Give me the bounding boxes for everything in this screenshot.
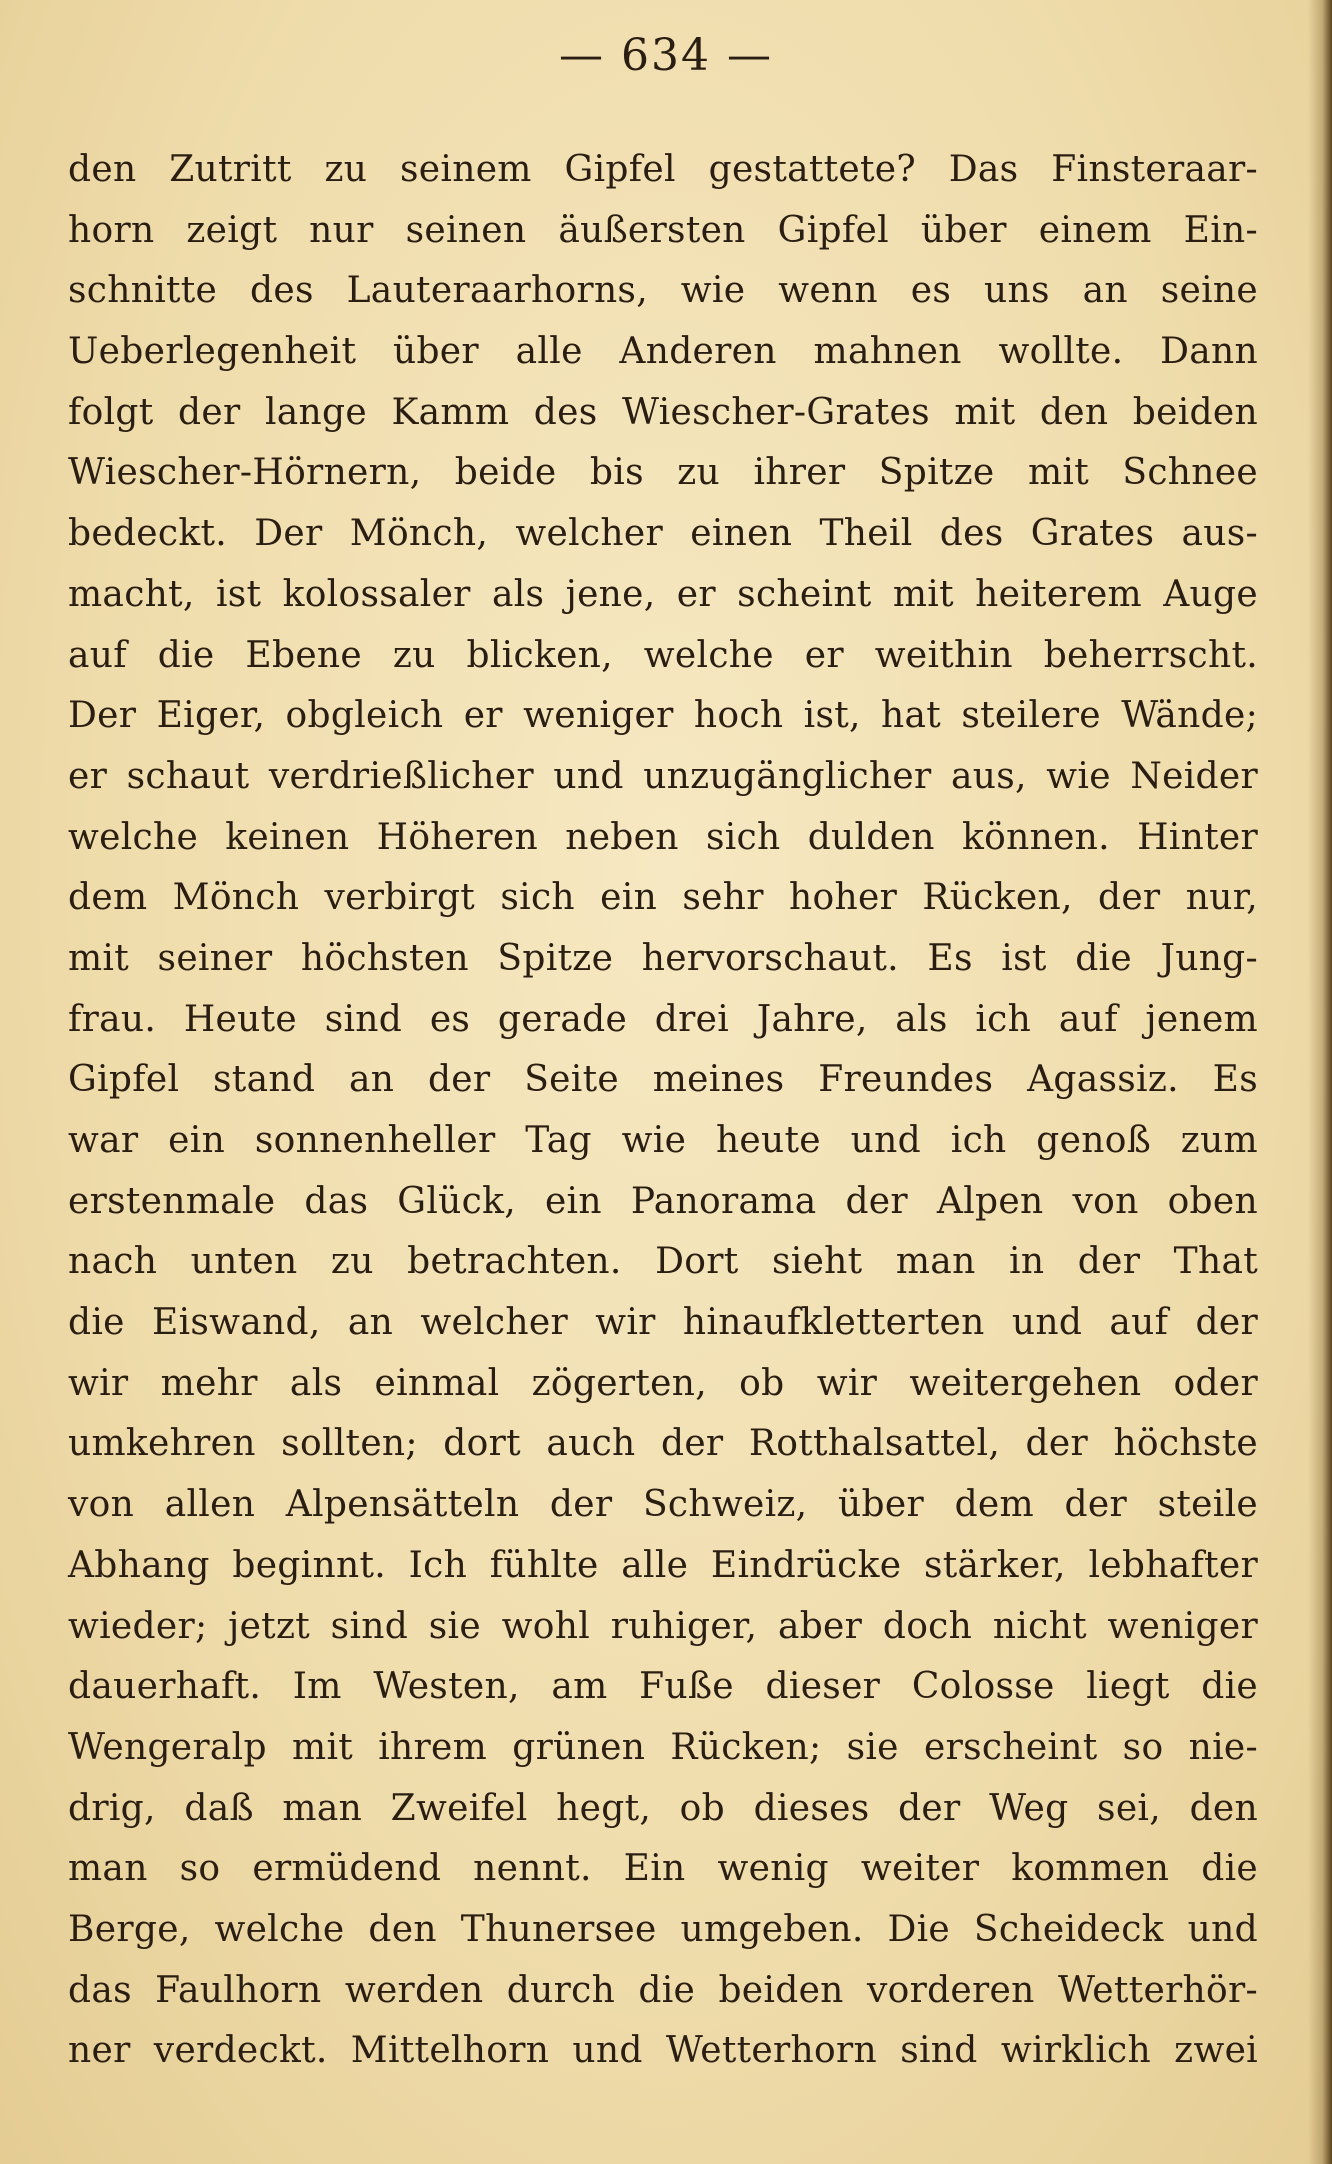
text-line: horn zeigt nur seinen äußersten Gipfel über einem Ein- <box>68 209 1258 251</box>
text-line: nach unten zu betrachten. Dort sieht man in der That <box>68 1241 1258 1283</box>
text-line: auf die Ebene zu blicken, welche er weithin beherrscht. <box>68 634 1258 676</box>
text-line: den Zutritt zu seinem Gipfel gestattete? Das Finsteraar- <box>68 149 1258 190</box>
body-text <box>68 140 1258 2082</box>
text-line: welche keinen Höheren neben sich dulden können. Hinter <box>68 816 1258 858</box>
text-line: frau. Heute sind es gerade drei Jahre, als ich auf jenem <box>68 998 1258 1040</box>
text-line: das Faulhorn werden durch die beiden vorderen Wetterhör- <box>68 1969 1258 2011</box>
text-line: Abhang beginnt. Ich fühlte alle Eindrücke stärker, lebhafter <box>68 1544 1258 1586</box>
text-line: folgt der lange Kamm des Wiescher-Grates mit den beiden <box>68 391 1258 433</box>
text-line: man so ermüdend nennt. Ein wenig weiter kommen die <box>68 1848 1258 1890</box>
text-line: Wengeralp mit ihrem grünen Rücken; sie erscheint so nie- <box>68 1726 1258 1768</box>
text-line: macht, ist kolossaler als jene, er scheint mit heiterem Auge <box>68 573 1258 615</box>
text-line: ner verdeckt. Mittelhorn und Wetterhorn sind wirklich zwei <box>68 2030 1258 2072</box>
text-line: Berge, welche den Thunersee umgeben. Die Scheideck und <box>68 1908 1258 1950</box>
text-line: erstenmale das Glück, ein Panorama der Alpen von oben <box>68 1180 1258 1222</box>
text-line: wieder; jetzt sind sie wohl ruhiger, aber doch nicht weniger <box>68 1605 1258 1647</box>
text-line: schnitte des Lauteraarhorns, wie wenn es uns an seine <box>68 270 1258 312</box>
text-line: mit seiner höchsten Spitze hervorschaut. Es ist die Jung- <box>68 937 1258 979</box>
page-number: — 634 — <box>559 30 773 81</box>
text-line: drig, daß man Zweifel hegt, ob dieses der Weg sei, den <box>68 1787 1258 1829</box>
text-line: dem Mönch verbirgt sich ein sehr hoher Rücken, der nur, <box>68 877 1258 919</box>
text-line: von allen Alpensätteln der Schweiz, über dem der steile <box>68 1484 1258 1526</box>
text-line: die Eiswand, an welcher wir hinaufkletterten und auf der <box>68 1302 1258 1344</box>
text-line: Gipfel stand an der Seite meines Freundes Agassiz. Es <box>68 1059 1258 1101</box>
page-edge-shadow <box>1308 0 1332 2164</box>
text-line: Der Eiger, obgleich er weniger hoch ist, hat steilere Wände; <box>68 695 1258 737</box>
text-line: dauerhaft. Im Westen, am Fuße dieser Colosse liegt die <box>68 1666 1258 1708</box>
text-line: er schaut verdrießlicher und unzugänglicher aus, wie Neider <box>68 755 1258 797</box>
text-line: Ueberlegenheit über alle Anderen mahnen wollte. Dann <box>68 331 1258 373</box>
text-line: wir mehr als einmal zögerten, ob wir weitergehen oder <box>68 1362 1258 1404</box>
text-line: Wiescher-Hörnern, beide bis zu ihrer Spitze mit Schnee <box>68 452 1258 494</box>
text-line: umkehren sollten; dort auch der Rotthalsattel, der höchste <box>68 1423 1258 1465</box>
text-line: bedeckt. Der Mönch, welcher einen Theil des Grates aus- <box>68 513 1258 555</box>
text-line: war ein sonnenheller Tag wie heute und ich genoß zum <box>68 1120 1258 1161</box>
